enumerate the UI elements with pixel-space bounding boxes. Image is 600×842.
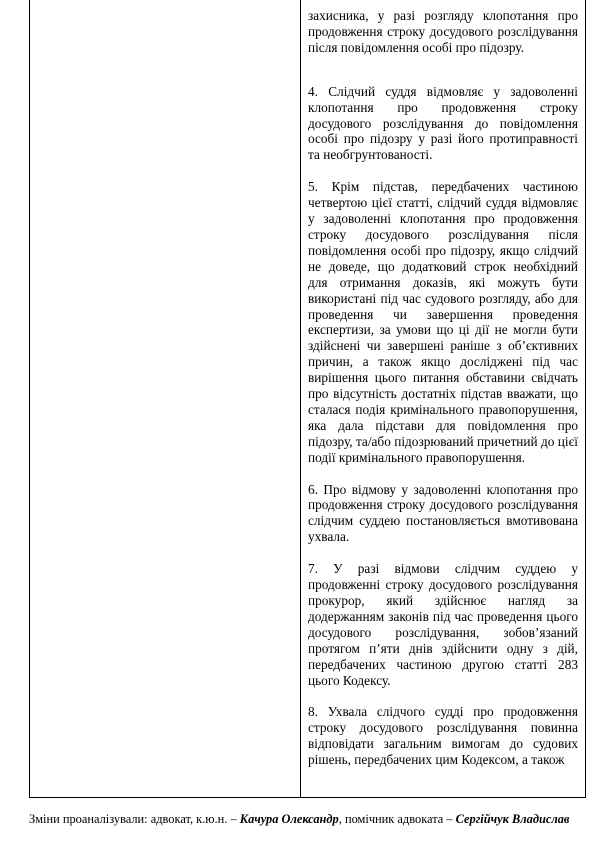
page-footer <box>29 811 589 827</box>
paragraph-8: 8. Ухвала слідчого судді про продовження строку досудового розслідування повинна відповідати загальним вимогам до судових рішень, передбачених цим Кодексом, а також <box>308 704 578 768</box>
table-right-column <box>301 0 585 797</box>
table-left-column <box>30 0 301 797</box>
footer-author-2: Сергійчук Владислав <box>455 812 570 826</box>
footer-middle: , помічник адвоката – <box>338 812 456 826</box>
footer-prefix: Зміни проаналізували: адвокат, к.ю.н. – <box>29 812 240 826</box>
paragraph-5: 5. Крім підстав, передбачених частиною четвертою цієї статті, слідчий суддя відмовляє у задоволенні клопотання про продовження строку досудового розслідування після повідомлення особі про підозру, якщо слідчий не доведе, що додатковий строк необхідний для отримання доказів, які можуть бути використані під час судового розгляду, або для проведення чи завершення проведення експертизи, за умови що ці дії не могли бути здійснені чи завершені раніше з об’єктивних причин, а також якщо досліджені під час вирішення цього питання обставини свідчать про відсутність достатніх підстав вважати, що сталася подія кримінального правопорушення, яка дала підстави для повідомлення про підозру, та/або підозрюваний причетний до цієї події кримінального правопорушення. <box>308 179 578 465</box>
paragraph-6: 6. Про відмову у задоволенні клопотання про продовження строку досудового розслідування слідчим суддею постановляється вмотивована ухвала. <box>308 481 578 545</box>
comparison-table <box>29 0 586 798</box>
paragraph-continuation: захисника, у разі розгляду клопотання про продовження строку досудового розслідування після повідомлення особі про підозру. <box>308 8 578 55</box>
footer-author-1: Качура Олександр <box>239 812 339 826</box>
paragraph-4: 4. Слідчий суддя відмовляє у задоволенні клопотання про продовження строку досудового розслідування до повідомлення особі про підозру у разі його протиправності та необгрунтованості. <box>308 83 578 163</box>
paragraph-7: 7. У разі відмови слідчим суддею у продовженні строку досудового розслідування прокурор, який здійснює нагляд за додержанням законів під час проведення цього досудового розслідування, зобов’язаний протягом п’яти днів здійснити одну з дій, передбачених частиною другою статті 283 цього Кодексу. <box>308 561 578 688</box>
